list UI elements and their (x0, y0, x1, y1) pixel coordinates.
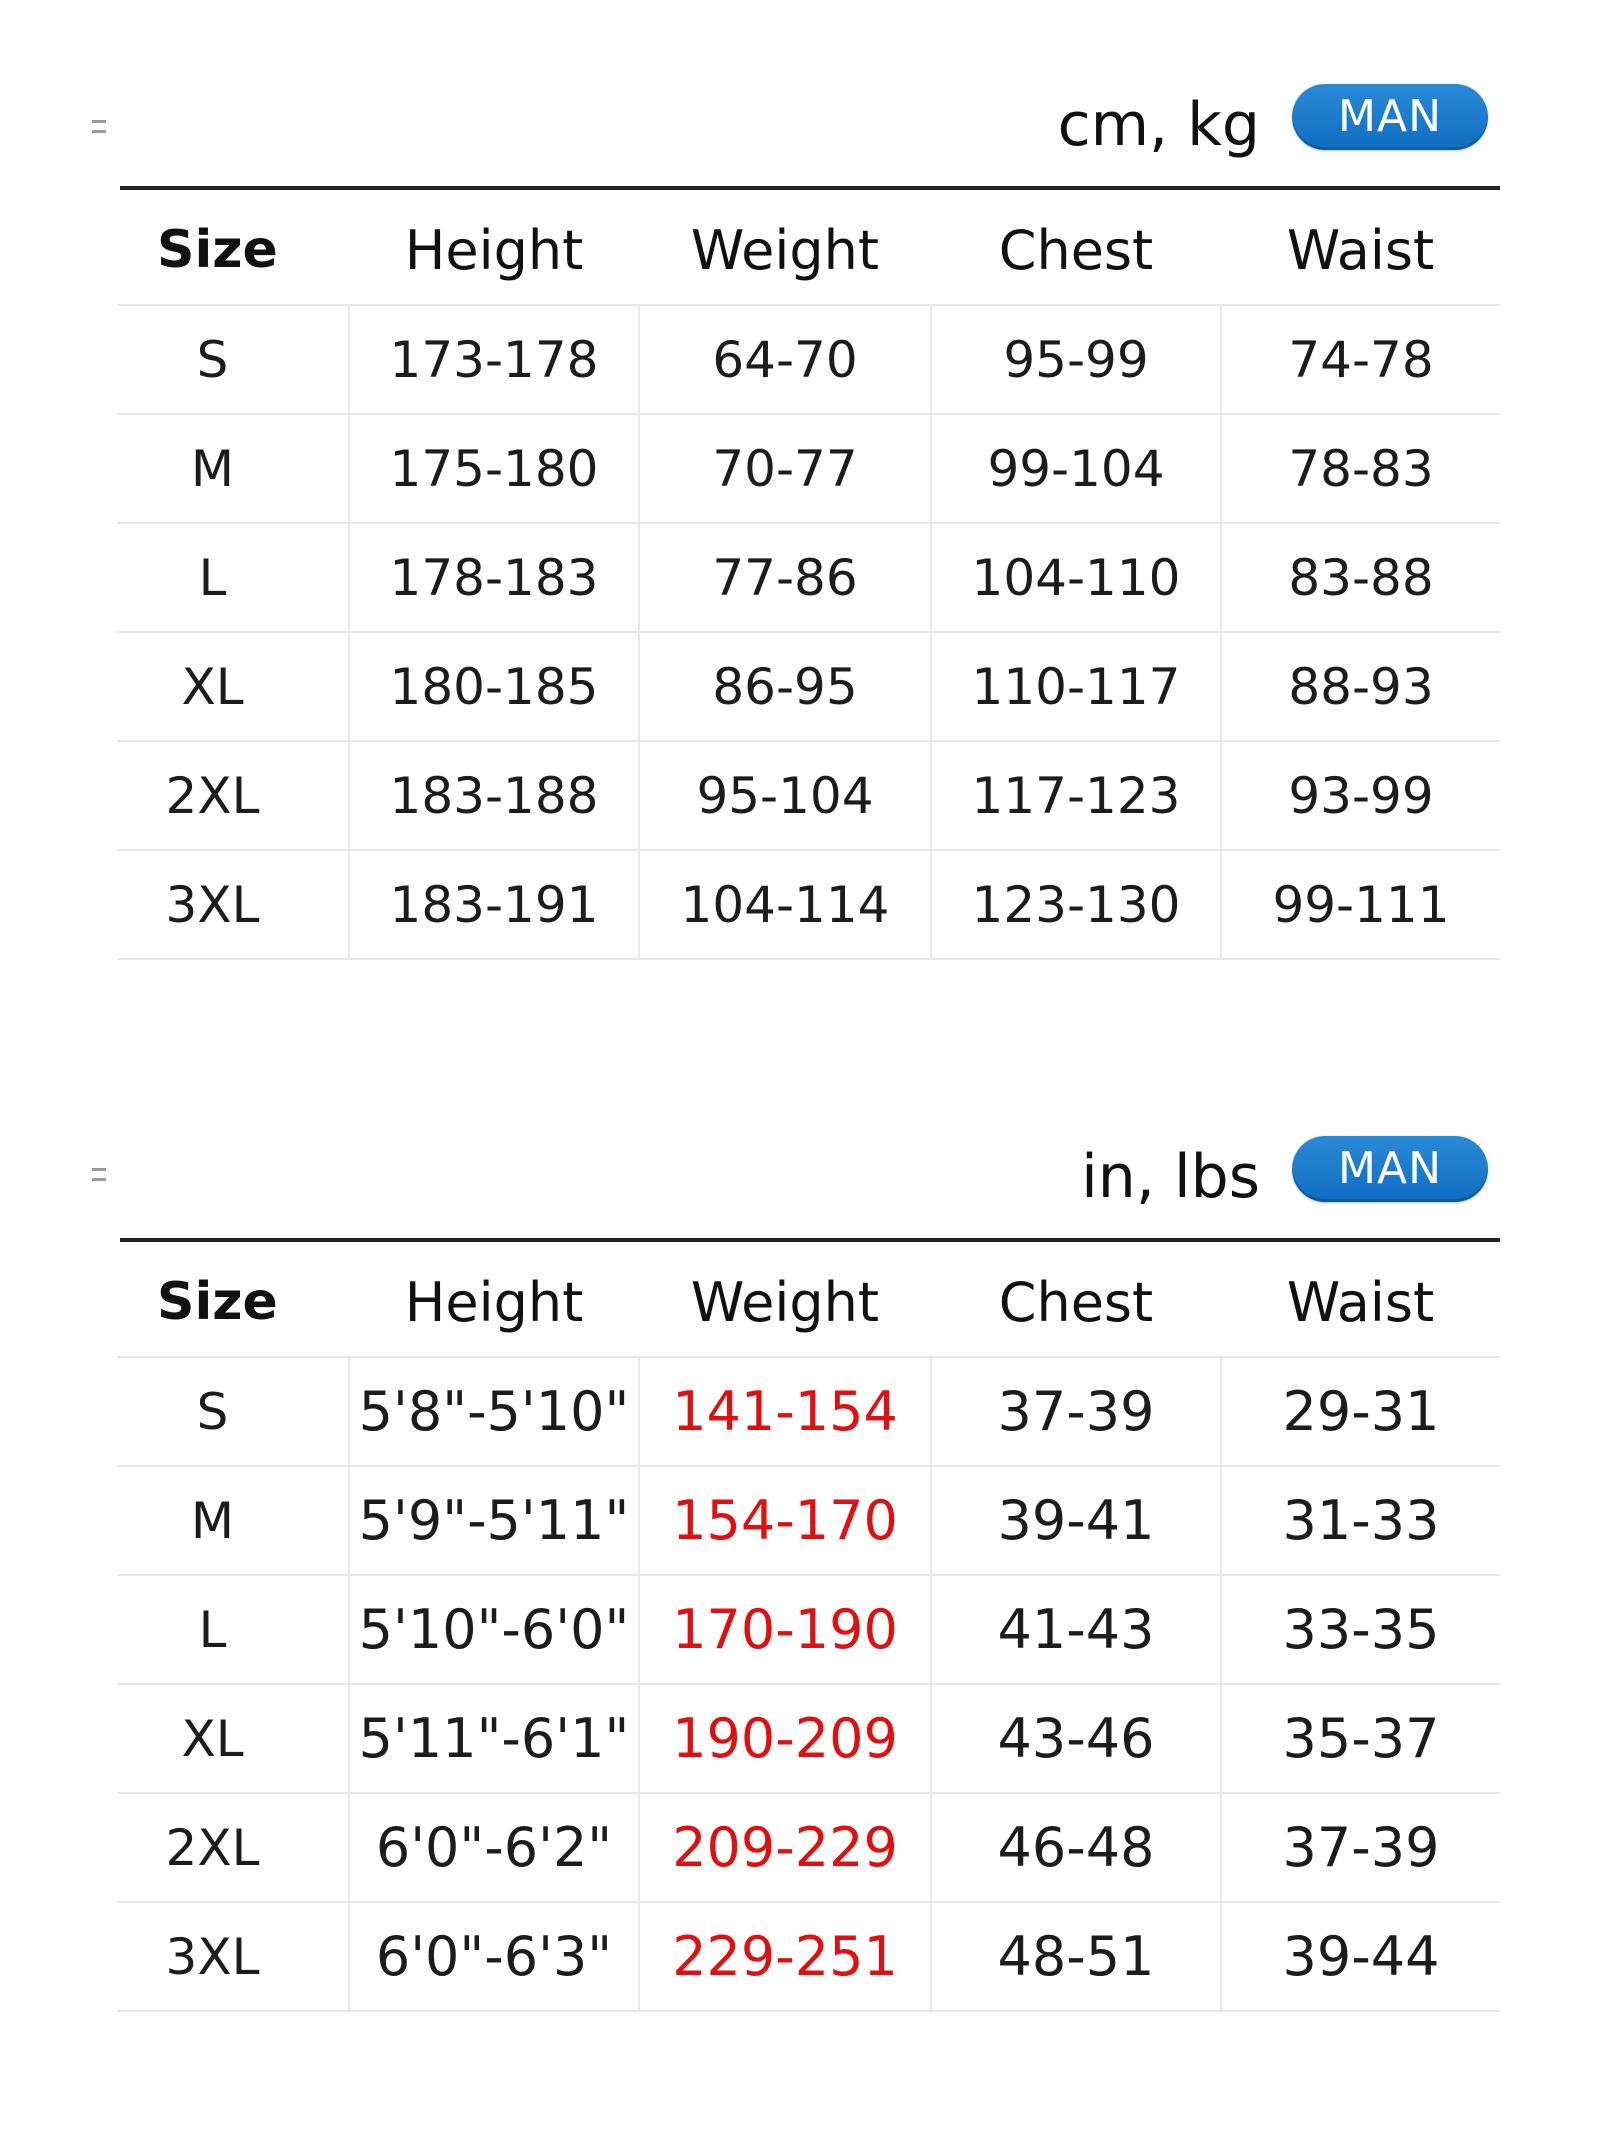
table-row (117, 1793, 1500, 1902)
weight-cell: 70-77 (639, 414, 931, 523)
size-cell: S (117, 305, 349, 414)
chest-cell: 37-39 (931, 1357, 1221, 1466)
size-cell: L (117, 1575, 349, 1684)
table-header-row (117, 1248, 1500, 1357)
chest-cell: 46-48 (931, 1793, 1221, 1902)
column-header-chest: Chest (931, 1248, 1221, 1357)
column-header-size: Size (117, 1248, 349, 1357)
column-header-height: Height (349, 1248, 639, 1357)
size-cell: M (117, 1466, 349, 1575)
chest-cell: 104-110 (931, 523, 1221, 632)
size-cell: 3XL (117, 1902, 349, 2011)
waist-cell: 37-39 (1221, 1793, 1500, 1902)
waist-cell: 99-111 (1221, 850, 1500, 959)
waist-cell: 74-78 (1221, 305, 1500, 414)
waist-cell: 31-33 (1221, 1466, 1500, 1575)
chest-cell: 123-130 (931, 850, 1221, 959)
size-cell: XL (117, 1684, 349, 1793)
height-cell: 183-191 (349, 850, 639, 959)
weight-cell: 141-154 (639, 1357, 931, 1466)
size-cell: 2XL (117, 741, 349, 850)
weight-cell: 104-114 (639, 850, 931, 959)
table-row (117, 305, 1500, 414)
table-row (117, 850, 1500, 959)
table-row (117, 523, 1500, 632)
height-cell: 173-178 (349, 305, 639, 414)
table-row (117, 632, 1500, 741)
chest-cell: 99-104 (931, 414, 1221, 523)
chest-cell: 117-123 (931, 741, 1221, 850)
waist-cell: 78-83 (1221, 414, 1500, 523)
header-rule (120, 1238, 1500, 1242)
table-row (117, 1466, 1500, 1575)
height-cell: 180-185 (349, 632, 639, 741)
column-header-height: Height (349, 196, 639, 305)
column-header-waist: Waist (1221, 196, 1500, 305)
chest-cell: 39-41 (931, 1466, 1221, 1575)
table-header-row (117, 196, 1500, 305)
chest-cell: 95-99 (931, 305, 1221, 414)
corner-tick-mark (92, 120, 106, 140)
weight-cell: 190-209 (639, 1684, 931, 1793)
height-cell: 5'10"-6'0" (349, 1575, 639, 1684)
size-cell: L (117, 523, 349, 632)
weight-cell: 154-170 (639, 1466, 931, 1575)
weight-cell: 209-229 (639, 1793, 931, 1902)
height-cell: 5'9"-5'11" (349, 1466, 639, 1575)
waist-cell: 29-31 (1221, 1357, 1500, 1466)
size-cell: 2XL (117, 1793, 349, 1902)
waist-cell: 39-44 (1221, 1902, 1500, 2011)
header-rule (120, 186, 1500, 190)
height-cell: 6'0"-6'3" (349, 1902, 639, 2011)
column-header-size: Size (117, 196, 349, 305)
size-cell: M (117, 414, 349, 523)
chest-cell: 48-51 (931, 1902, 1221, 2011)
size-cell: XL (117, 632, 349, 741)
table-row (117, 1684, 1500, 1793)
unit-label: cm, kg (1057, 90, 1260, 160)
weight-cell: 229-251 (639, 1902, 931, 2011)
height-cell: 183-188 (349, 741, 639, 850)
height-cell: 178-183 (349, 523, 639, 632)
height-cell: 6'0"-6'2" (349, 1793, 639, 1902)
corner-tick-mark (92, 1168, 106, 1188)
waist-cell: 93-99 (1221, 741, 1500, 850)
unit-label: in, lbs (1081, 1142, 1260, 1212)
man-badge: MAN (1292, 1136, 1488, 1202)
size-table (117, 196, 1500, 960)
waist-cell: 35-37 (1221, 1684, 1500, 1793)
table-row (117, 1575, 1500, 1684)
chest-cell: 110-117 (931, 632, 1221, 741)
size-cell: S (117, 1357, 349, 1466)
size-table (117, 1248, 1500, 2012)
table-row (117, 741, 1500, 850)
height-cell: 5'8"-5'10" (349, 1357, 639, 1466)
weight-cell: 64-70 (639, 305, 931, 414)
weight-cell: 170-190 (639, 1575, 931, 1684)
column-header-weight: Weight (639, 196, 931, 305)
table-row (117, 1902, 1500, 2011)
weight-cell: 95-104 (639, 741, 931, 850)
chest-cell: 41-43 (931, 1575, 1221, 1684)
table-row (117, 1357, 1500, 1466)
height-cell: 5'11"-6'1" (349, 1684, 639, 1793)
height-cell: 175-180 (349, 414, 639, 523)
weight-cell: 86-95 (639, 632, 931, 741)
column-header-chest: Chest (931, 196, 1221, 305)
column-header-waist: Waist (1221, 1248, 1500, 1357)
size-cell: 3XL (117, 850, 349, 959)
waist-cell: 83-88 (1221, 523, 1500, 632)
table-row (117, 414, 1500, 523)
chest-cell: 43-46 (931, 1684, 1221, 1793)
waist-cell: 33-35 (1221, 1575, 1500, 1684)
man-badge: MAN (1292, 84, 1488, 150)
waist-cell: 88-93 (1221, 632, 1500, 741)
column-header-weight: Weight (639, 1248, 931, 1357)
weight-cell: 77-86 (639, 523, 931, 632)
